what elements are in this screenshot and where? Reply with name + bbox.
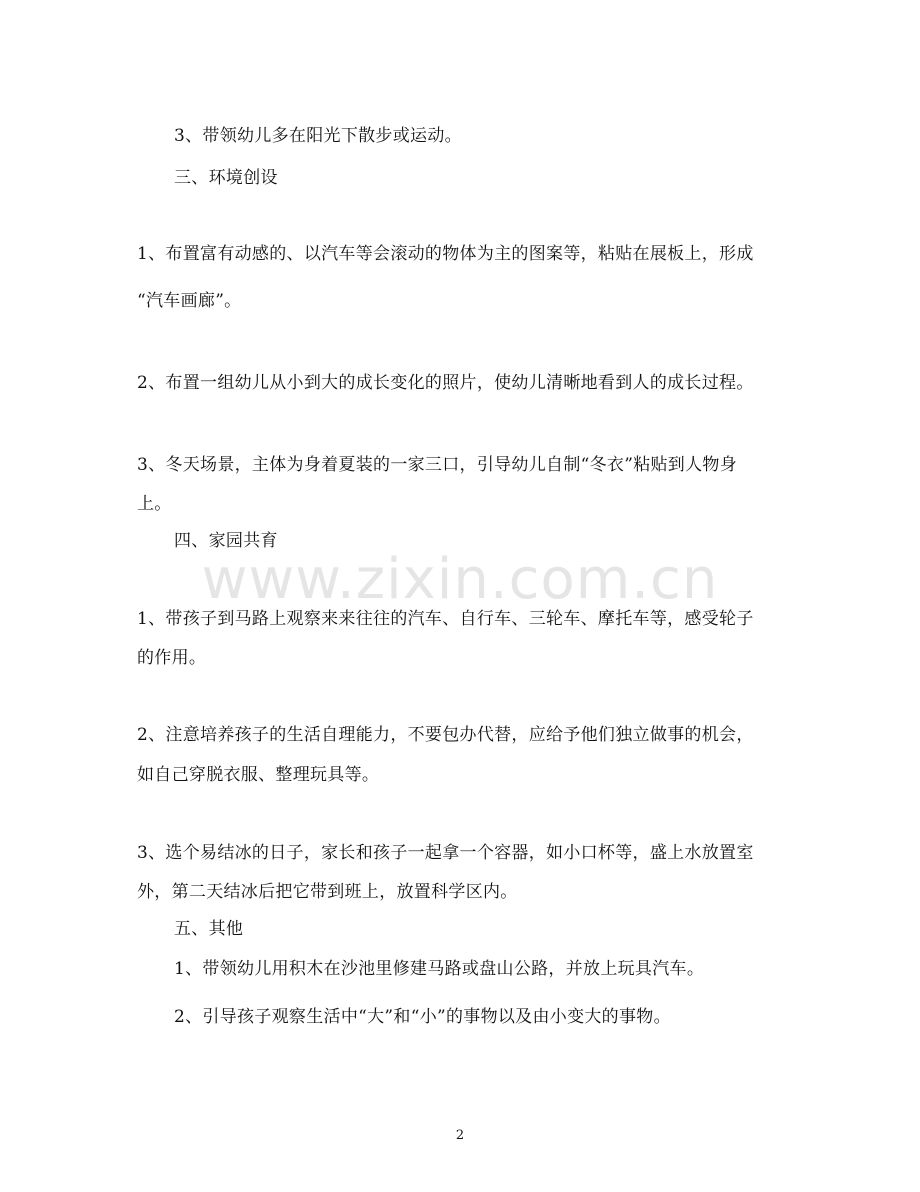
paragraph-line: 的作用。 (137, 648, 207, 668)
paragraph-line: 3、带领幼儿多在阳光下散步或运动。 (174, 126, 462, 146)
paragraph-line: 1、布置富有动感的、以汽车等会滚动的物体为主的图案等，粘贴在展板上，形成 (137, 244, 754, 264)
paragraph-line: 1、带领幼儿用积木在沙池里修建马路或盘山公路，并放上玩具汽车。 (174, 959, 705, 979)
paragraph-line: 1、带孩子到马路上观察来来往往的汽车、自行车、三轮车、摩托车等，感受轮子 (137, 609, 754, 629)
page-number: 2 (455, 1128, 465, 1143)
paragraph-line: 如自己穿脱衣服、整理玩具等。 (137, 765, 380, 785)
section-heading: 四、家园共育 (174, 531, 278, 551)
paragraph-line: 2、注意培养孩子的生活自理能力，不要包办代替，应给予他们独立做事的机会， (137, 725, 754, 745)
paragraph-line: 外，第二天结冰后把它带到班上，放置科学区内。 (137, 882, 518, 902)
section-heading: 五、其他 (174, 919, 244, 939)
watermark: www.zixin.com.cn (201, 547, 719, 612)
section-heading: 三、环境创设 (174, 168, 278, 188)
paragraph-line: 2、布置一组幼儿从小到大的成长变化的照片，使幼儿清晰地看到人的成长过程。 (137, 373, 754, 393)
paragraph-line: 上。 (137, 494, 172, 514)
paragraph-line: “汽车画廊”。 (137, 291, 242, 311)
paragraph-line: 2、引导孩子观察生活中“大”和“小”的事物以及由小变大的事物。 (174, 1007, 671, 1027)
paragraph-line: 3、冬天场景，主体为身着夏装的一家三口，引导幼儿自制“冬衣”粘贴到人物身 (137, 455, 737, 475)
paragraph-line: 3、选个易结冰的日子，家长和孩子一起拿一个容器，如小口杯等，盛上水放置室 (137, 843, 754, 863)
